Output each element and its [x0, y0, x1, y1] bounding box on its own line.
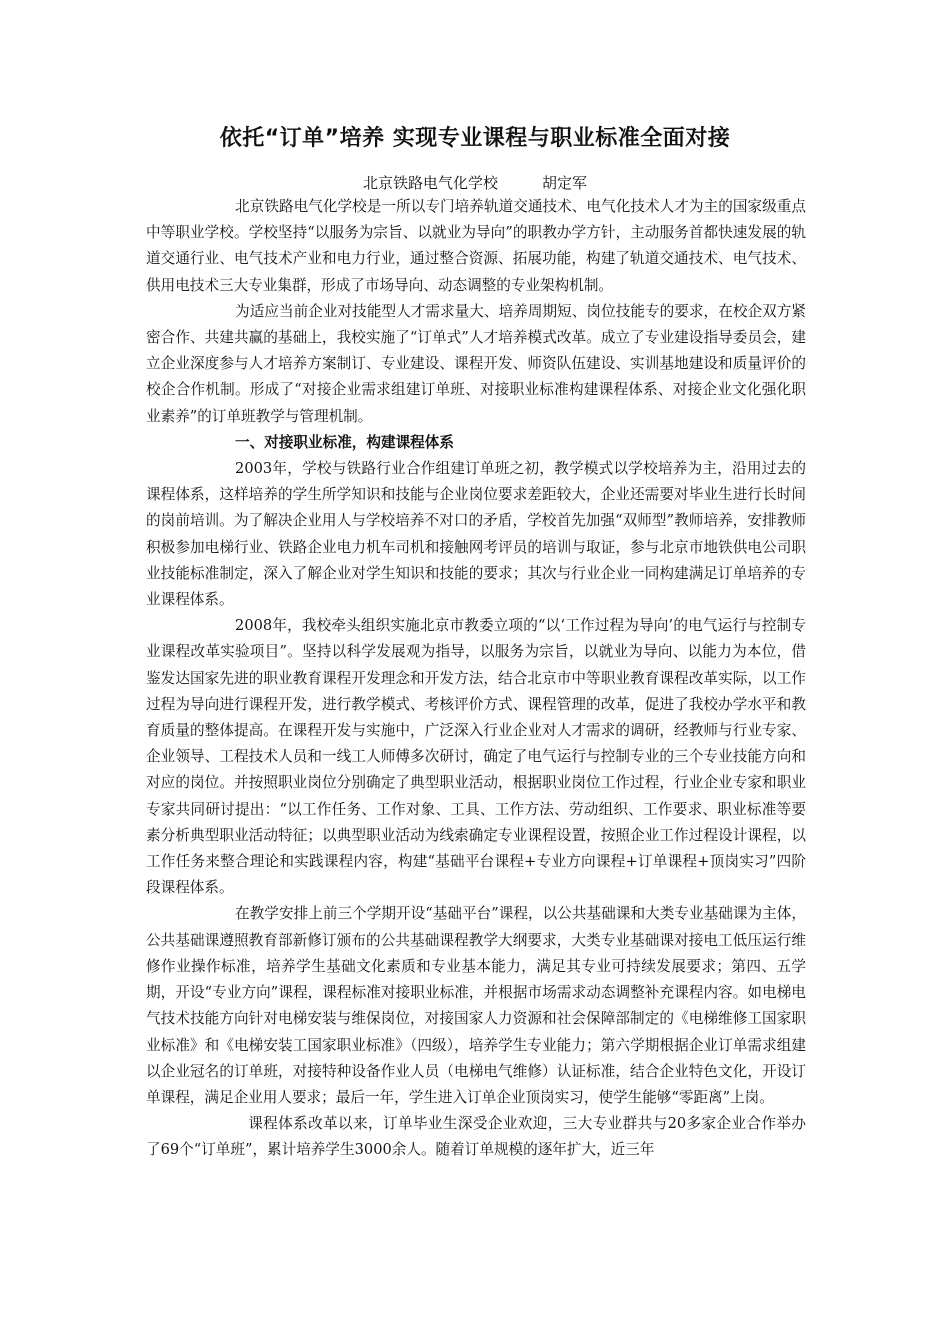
author-name: 胡定军 [542, 174, 588, 192]
paragraph-teaching-schedule: 在教学安排上前三个学期开设“基础平台”课程，以公共基础课和大类专业基础课为主体，公共基础课遵照教育部新修订颁布的公共基础课程教学大纲要求，大类专业基础课对接电工低压运行维修作业操作标准，培养学生基础文化素质和专业基本能力，满足其专业可持续发展要求；第四、五学期，开设“专业方向”课程，课程标准对接职业标准，并根据市场需求动态调整补充课程内容。如电梯电气技术技能方向针对电梯安装与维保岗位，对接国家人力资源和社会保障部制定的《电梯维修工国家职业标准》和《电梯安装工国家职业标准》（四级），培养学生专业能力；第六学期根据企业订单需求组建以企业冠名的订单班，对接特种设备作业人员（电梯电气维修）认证标准，结合企业特色文化，开设订单课程，满足企业用人要求；最后一年，学生进入订单企业顶岗实习，使学生能够“零距离”上岗。 [146, 905, 806, 1106]
school-name: 北京铁路电气化学校 [362, 174, 498, 192]
paragraph-order-model: 为适应当前企业对技能型人才需求量大、培养周期短、岗位技能专的要求，在校企双方紧密合作、共建共赢的基础上，我校实施了“订单式”人才培养模式改革。成立了专业建设指导委员会，建立企业深度参与人才培养方案制订、专业建设、课程开发、师资队伍建设、实训基地建设和质量评价的校企合作机制。形成了“对接企业需求组建订单班、对接职业标准构建课程体系、对接企业文化强化职业素养”的订单班教学与管理机制。 [146, 302, 806, 425]
byline [0, 172, 950, 193]
paragraph-results: 课程体系改革以来，订单毕业生深受企业欢迎，三大专业群共与20多家企业合作举办了69个“订单班”，累计培养学生3000余人。随着订单规模的逐年扩大，近三年 [146, 1115, 806, 1159]
document-title: 依托“订单”培养 实现专业课程与职业标准全面对接 [219, 126, 731, 151]
paragraph-2008: 2008年，我校牵头组织实施北京市教委立项的“以‘工作过程为导向’的电气运行与控制专业课程改革实验项目”。坚持以科学发展观为指导，以服务为宗旨，以就业为导向、以能力为本位，借鉴发达国家先进的职业教育课程开发理念和开发方法，结合北京市中等职业教育课程改革实际，以工作过程为导向进行课程开发，进行教学模式、考核评价方式、课程管理的改革，促进了我校办学水平和教育质量的整体提高。在课程开发与实施中，广泛深入行业企业对人才需求的调研，经教师与行业专家、企业领导、工程技术人员和一线工人师傅多次研讨，确定了电气运行与控制专业的三个专业技能方向和对应的岗位。并按照职业岗位分别确定了典型职业活动，根据职业岗位工作过程，行业企业专家和职业专家共同研讨提出：“以工作任务、工作对象、工具、工作方法、劳动组织、工作要求、职业标准等要素分析典型职业活动特征；以典型职业活动为线索确定专业课程设置，按照企业工作过程设计课程，以工作任务来整合理论和实践课程内容，构建“基础平台课程+专业方向课程+订单课程+顶岗实习”四阶段课程体系。 [146, 617, 806, 897]
paragraph-2003: 2003年，学校与铁路行业合作组建订单班之初，教学模式以学校培养为主，沿用过去的课程体系，这样培养的学生所学知识和技能与企业岗位要求差距较大，企业还需要对毕业生进行长时间的岗前培训。为了解决企业用人与学校培养不对口的矛盾，学校首先加强“双师型”教师培养，安排教师积极参加电梯行业、铁路企业电力机车司机和接触网考评员的培训与取证，参与北京市地铁供电公司职业技能标准制定，深入了解企业对学生知识和技能的要求；其次与行业企业一同构建满足订单培养的专业课程体系。 [146, 460, 806, 609]
document-body [146, 194, 806, 1164]
paragraph-intro: 北京铁路电气化学校是一所以专门培养轨道交通技术、电气化技术人才为主的国家级重点中等职业学校。学校坚持“以服务为宗旨、以就业为导向”的职教办学方针，主动服务首都快速发展的轨道交通行业、电气技术产业和电力行业，通过整合资源、拓展功能，构建了轨道交通技术、电气技术、供用电技术三大专业集群，形成了市场导向、动态调整的专业架构机制。 [146, 198, 806, 294]
section-heading: 一、对接职业标准，构建课程体系 [235, 433, 454, 451]
